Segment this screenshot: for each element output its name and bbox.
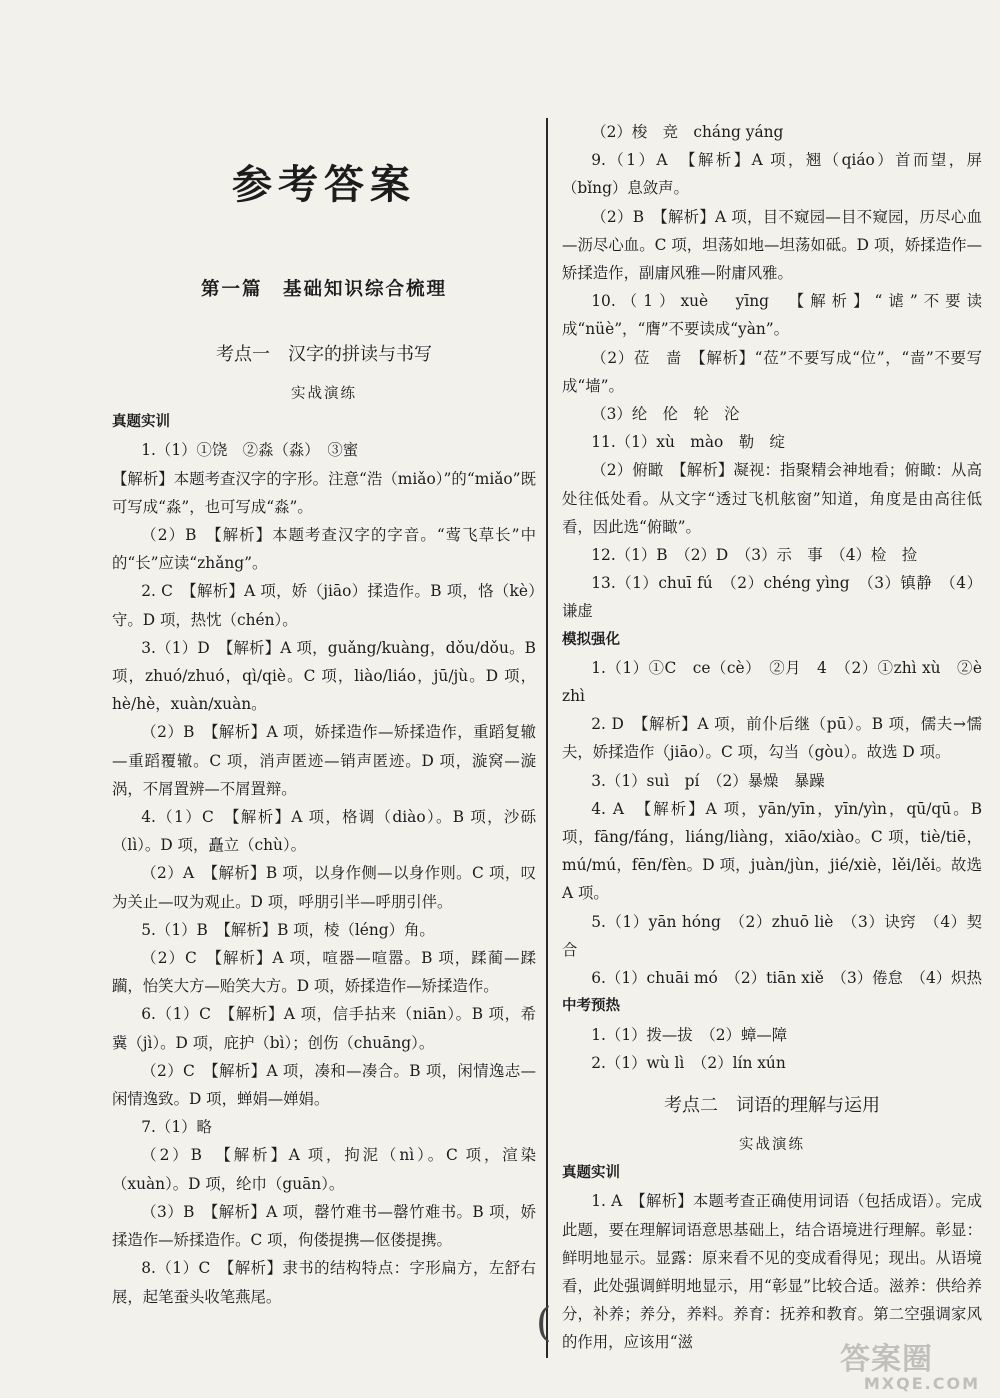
topic-title-2: 考点二 词语的理解与运用 bbox=[664, 1094, 880, 1116]
part-title: 第一篇 基础知识综合梳理 bbox=[200, 279, 447, 300]
answer-line: （2）B 【解析】A 项，娇揉造作—矫揉造作，重蹈复辙—重蹈覆辙。C 项，消声匿迹—销声匿迹。D 项，漩窝—漩涡，不屑置辨—不屑置辩。 bbox=[112, 723, 536, 798]
answer-line: 12.（1）B （2）D （3）示 事 （4）检 捡 bbox=[591, 546, 918, 565]
answer-line: 10.（1）xuè yīng 【解析】“谑”不要读成“nüè”，“膺”不要读成“yàn”。 bbox=[562, 292, 982, 339]
right-column bbox=[562, 118, 982, 1357]
answer-line: 13.（1）chuī fú （2）chéng yìng （3）镇静 （4）谦虚 bbox=[562, 574, 982, 621]
answer-line: 1.（1）①C ce（cè） ②月 4 （2）①zhì xù ②è zhì bbox=[562, 658, 982, 706]
answer-line: 1.（1）①饶 ②淼（淼） ③蜜 bbox=[141, 441, 359, 460]
topic-title-1: 考点一 汉字的拼读与书写 bbox=[216, 344, 432, 365]
answer-line: 3.（1）D 【解析】A 项，guǎng/kuàng，dǒu/dǒu。B 项，zhuó/zhuó，qì/qiè。C 项，liào/liáo，jū/jù。D 项，hè/hè，xuàn/xuàn。 bbox=[112, 638, 536, 714]
watermark-text: 答案圈 bbox=[840, 1342, 933, 1377]
section-heading-real-2: 真题实训 bbox=[562, 1165, 620, 1182]
answer-line: 8.（1）C 【解析】隶书的结构特点：字形扁方，左舒右展，起笔蚕头收笔燕尾。 bbox=[112, 1259, 536, 1306]
answer-line: 3.（1）suì pí （2）暴燥 暴躁 bbox=[591, 771, 825, 790]
answer-line: 5.（1）B 【解析】B 项，棱（léng）角。 bbox=[141, 920, 435, 939]
answer-line: 9.（1）A 【解析】A 项，翘（qiáo）首而望，屏（bǐng）息敛声。 bbox=[562, 151, 982, 198]
answer-line: 11.（1）xù mào 勒 绽 bbox=[591, 433, 785, 452]
answer-line: 4.（1）C 【解析】A 项，格调（diào）。B 项，沙砾（lì）。D 项，矗立（chù）。 bbox=[112, 808, 536, 855]
answer-line: （2）莅 啬 【解析】“莅”不要写成“位”，“啬”不要写成“墙”。 bbox=[562, 348, 982, 395]
answer-line: 2. D 【解析】A 项，前仆后继（pū）。B 项，儒夫→懦夫，娇揉造作（jiāo）。C 项，勾当（gòu）。故选 D 项。 bbox=[562, 715, 982, 762]
answer-line: 4. A 【解析】A 项，yān/yīn，yīn/yìn，qū/qū。B 项，fāng/fáng，liáng/liàng，xiāo/xiào。C 项，tiè/tiē，mú/mú，fēn/fèn。D 项，juàn/jùn，jié/xiè，lěi/lěi。故选 A 项。 bbox=[562, 799, 982, 903]
section-heading-mock: 模拟强化 bbox=[562, 631, 620, 648]
answer-line: （2）梭 竞 cháng yáng bbox=[591, 123, 784, 141]
answer-line: 2. C 【解析】A 项，娇（jiāo）揉造作。B 项，恪（kè）守。D 项，热忱（chén）。 bbox=[112, 582, 536, 629]
page-title: 参考答案 bbox=[232, 161, 416, 208]
answer-line: （2）C 【解析】A 项，凑和—凑合。B 项，闲情逸志—闲情逸致。D 项，蝉娟—婵娟。 bbox=[112, 1061, 536, 1109]
margin-mark: ( bbox=[536, 1300, 552, 1346]
column-divider bbox=[546, 118, 548, 1358]
sub-title-2: 实战演练 bbox=[739, 1136, 805, 1153]
answer-line: 7.（1）略 bbox=[141, 1118, 212, 1137]
section-heading-preheat: 中考预热 bbox=[562, 998, 620, 1015]
answer-line: 5.（1）yān hóng （2）zhuō liè （3）诀窍 （4）契合 bbox=[562, 912, 982, 959]
answer-line: 6.（1）C 【解析】A 项，信手拈来（niān）。B 项，希冀（jì）。D 项，庇护（bì）；创伤（chuāng）。 bbox=[112, 1005, 536, 1052]
section-heading-real: 真题实训 bbox=[112, 414, 170, 431]
answer-line: （3）B 【解析】A 项，罄竹难书—罄竹难书。B 项，娇揉造作—矫揉造作。C 项，佝偻提携—伛偻提携。 bbox=[112, 1202, 536, 1250]
answer-line: 1. A 【解析】本题考查正确使用词语（包括成语）。完成此题，要在理解词语意思基础上，结合语境进行理解。彰显：鲜明地显示。显露：原来看不见的变成看得见；现出。从语境看，此处强调鲜明地显示，用“彰显”比较合适。滋养：供给养分，补养；养分，养料。养育：抚养和教育。第二空强调家风的作用，应该用“滋 bbox=[562, 1192, 982, 1352]
answer-line: 1.（1）拨—拔 （2）蟑—障 bbox=[591, 1025, 788, 1044]
answer-line: （2）A 【解析】B 项，以身作侧—以身作则。C 项，叹为关止—叹为观止。D 项，呼朋引半—呼朋引伴。 bbox=[112, 864, 536, 911]
answer-line: （2）B 【解析】A 项，目不窥园—目不窥园，历尽心血—沥尽心血。C 项，坦荡如地—坦荡如砥。D 项，娇揉造作—矫揉造作，副庸风雅—附庸风雅。 bbox=[562, 207, 982, 283]
answer-line: 【解析】本题考查汉字的字形。注意“浩（miǎo）”的“miǎo”既可写成“淼”，也可写成“淼”。 bbox=[112, 469, 536, 516]
sub-title-1: 实战演练 bbox=[291, 386, 357, 402]
watermark-logo bbox=[840, 1342, 990, 1393]
answer-line: （2）B 【解析】A 项，拘泥（nì）。C 项，渲染（xuàn）。D 项，纶巾（guān）。 bbox=[112, 1146, 536, 1193]
answer-line: 6.（1）chuāi mó （2）tiān xiě （3）倦怠 （4）炽热 bbox=[591, 969, 982, 988]
watermark-url: MXQE.COM bbox=[863, 1374, 980, 1393]
answer-line: （3）纶 伦 轮 沦 bbox=[591, 405, 740, 424]
answer-line: （2）俯瞰 【解析】凝视：指聚精会神地看；俯瞰：从高处往低处看。从文字“透过飞机舷窗”知道，角度是由高往低看，因此选“俯瞰”。 bbox=[562, 461, 982, 536]
answer-line: 2.（1）wù lì （2）lín xún bbox=[591, 1053, 786, 1072]
answer-line: （2）B 【解析】本题考查汉字的字音。“莺飞草长”中的“长”应读“zhǎng”。 bbox=[112, 526, 536, 573]
answer-line: （2）C 【解析】A 项，喧器—喧嚣。B 项，蹂蔺—蹂躏，怡笑大方—贻笑大方。D 项，娇揉造作—矫揉造作。 bbox=[112, 949, 536, 996]
left-column bbox=[112, 340, 536, 1311]
